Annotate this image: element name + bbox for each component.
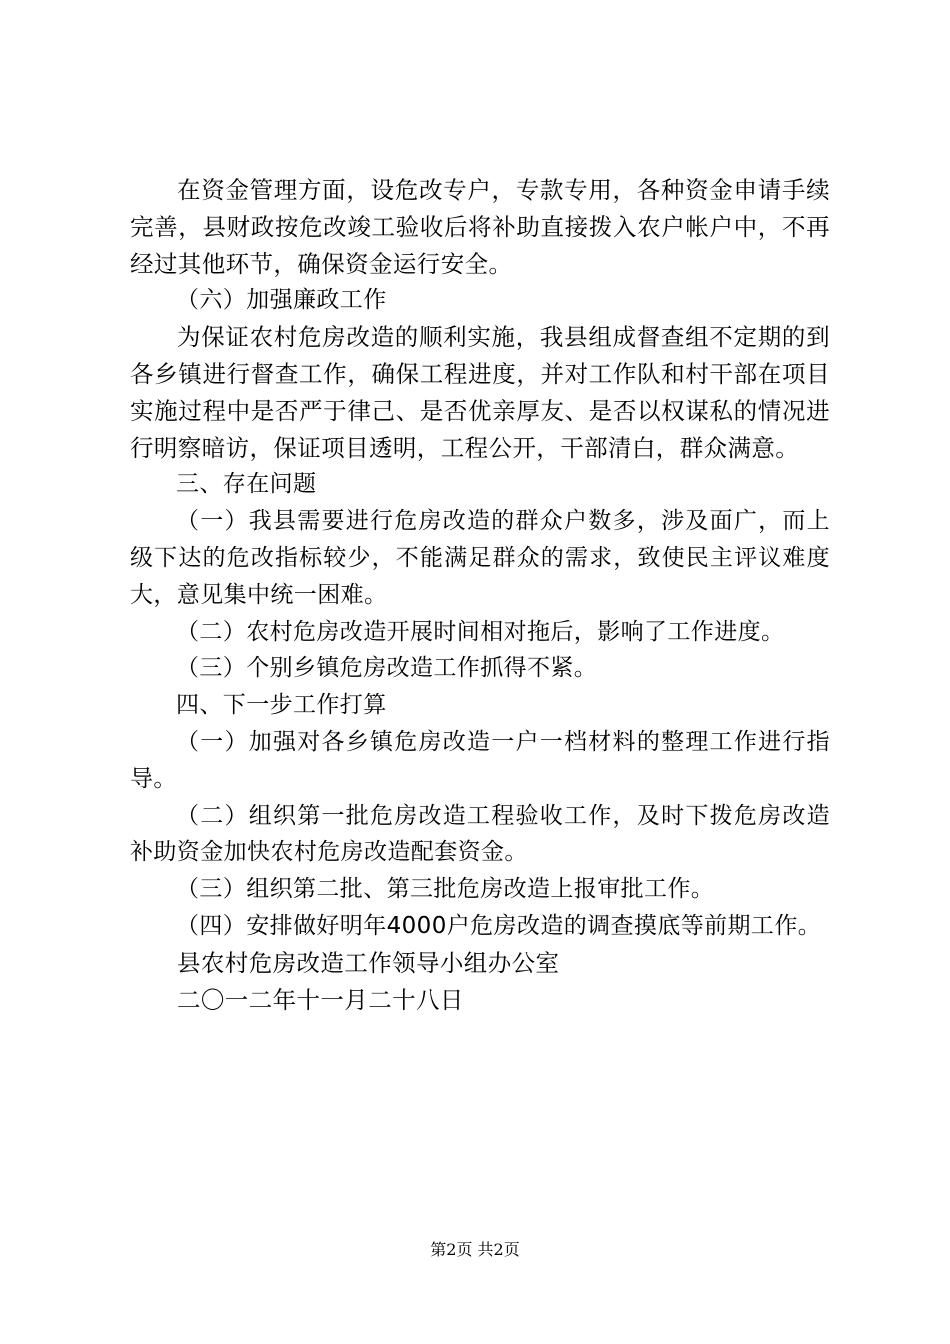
paragraph-next-step-1: （一）加强对各乡镇危房改造一户一档材料的整理工作进行指导。: [130, 728, 830, 792]
paragraph-problem-2: （二）农村危房改造开展时间相对拖后，影响了工作进度。: [176, 618, 785, 645]
signature-date: 二〇一二年十一月二十八日: [177, 985, 464, 1014]
section-heading-integrity: （六）加强廉政工作: [176, 287, 387, 314]
paragraph-next-step-4: （四）安排做好明年4000户危房改造的调查摸底等前期工作。: [176, 912, 822, 939]
section-heading-next-steps: 四、下一步工作打算: [176, 692, 387, 719]
paragraph-next-step-2: （二）组织第一批危房改造工程验收工作，及时下拨危房改造补助资金加快农村危房改造配套资金。: [130, 802, 830, 866]
paragraph-problem-1: （一）我县需要进行危房改造的群众户数多，涉及面广，而上级下达的危改指标较少，不能满足群众的需求，致使民主评议难度大，意见集中统一困难。: [130, 508, 830, 608]
paragraph-supervision: 为保证农村危房改造的顺利实施，我县组成督查组不定期的到各乡镇进行督查工作，确保工程进度，并对工作队和村干部在项目实施过程中是否严于律己、是否优亲厚友、是否以权谋私的情况进行明察暗访，保证项目透明，工程公开，干部清白，群众满意。: [130, 323, 830, 462]
paragraph-problem-3: （三）个别乡镇危房改造工作抓得不紧。: [176, 655, 598, 682]
page-footer: 第2页 共2页: [430, 1240, 520, 1259]
signature-office: 县农村危房改造工作领导小组办公室: [177, 948, 560, 977]
document-body: [130, 172, 830, 1018]
section-heading-problems: 三、存在问题: [176, 471, 317, 498]
paragraph-next-step-3: （三）组织第二批、第三批危房改造上报审批工作。: [176, 876, 715, 903]
paragraph-fund-management: 在资金管理方面，设危改专户，专款专用，各种资金申请手续完善，县财政按危改竣工验收后将补助直接拨入农户帐户中，不再经过其他环节，确保资金运行安全。: [130, 176, 830, 278]
